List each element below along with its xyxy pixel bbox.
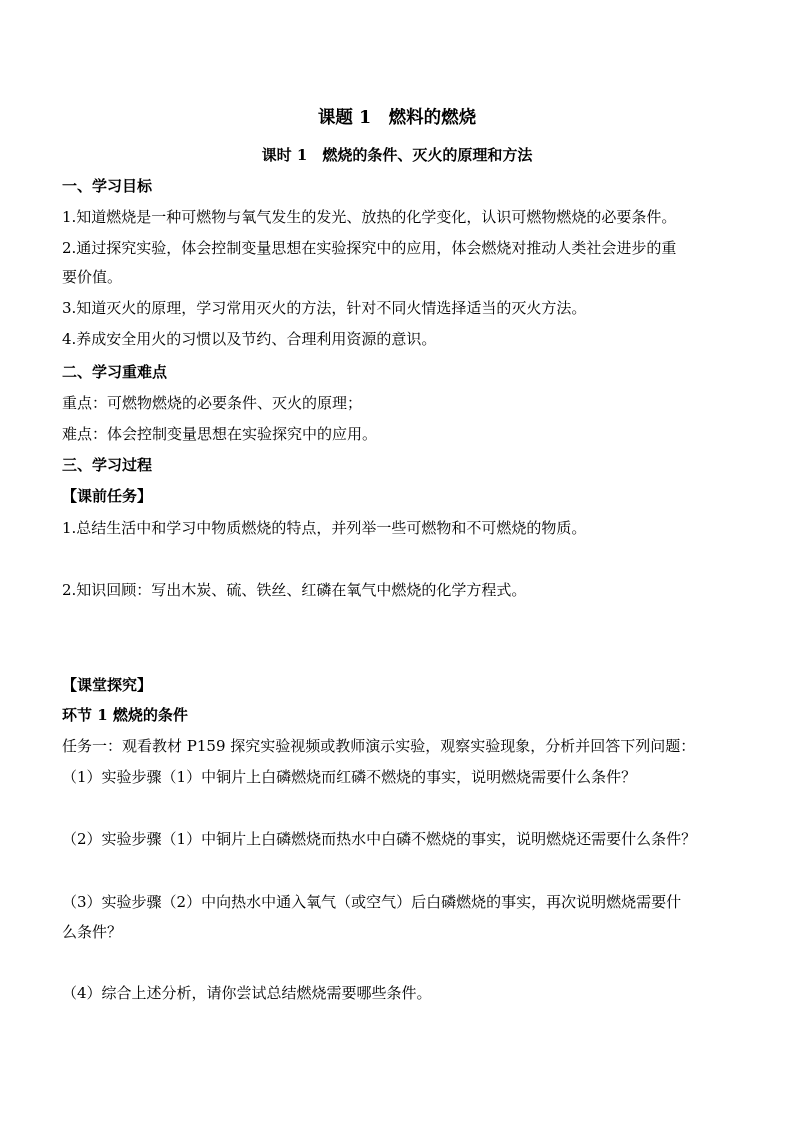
section-heading-key-points: 二、学习重难点 bbox=[62, 363, 168, 381]
question-2: （2）实验步骤（1）中铜片上白磷燃烧而热水中白磷不燃烧的事实，说明燃烧还需要什么条件？ bbox=[62, 830, 697, 848]
page-title: 课题 1 燃料的燃烧 bbox=[317, 108, 477, 128]
link-1-heading: 环节 1 燃烧的条件 bbox=[62, 706, 188, 724]
objective-item: 3.知道灭火的原理，学习常用灭火的方法，针对不同火情选择适当的灭火方法。 bbox=[62, 299, 587, 317]
objective-item: 4.养成安全用火的习惯以及节约、合理利用资源的意识。 bbox=[62, 330, 437, 348]
key-point-text: 重点：可燃物燃烧的必要条件、灭火的原理； bbox=[62, 394, 363, 412]
pre-class-task-item: 1.总结生活中和学习中物质燃烧的特点，并列举一些可燃物和不可燃烧的物质。 bbox=[62, 519, 587, 537]
question-1: （1）实验步骤（1）中铜片上白磷燃烧而红磷不燃烧的事实，说明燃烧需要什么条件？ bbox=[62, 768, 637, 786]
pre-class-task-heading: 【课前任务】 bbox=[62, 487, 153, 505]
objective-item: 2.通过探究实验，体会控制变量思想在实验探究中的应用，体会燃烧对推动人类社会进步的重 bbox=[62, 239, 677, 257]
section-heading-process: 三、学习过程 bbox=[62, 456, 153, 474]
difficulty-text: 难点：体会控制变量思想在实验探究中的应用。 bbox=[62, 425, 378, 443]
question-4: （4）综合上述分析，请你尝试总结燃烧需要哪些条件。 bbox=[62, 984, 432, 1002]
task-1-text: 任务一：观看教材 P159 探究实验视频或教师演示实验，观察实验现象，分析并回答下列问题： bbox=[62, 737, 696, 755]
classroom-inquiry-heading: 【课堂探究】 bbox=[62, 676, 153, 694]
objective-item: 要价值。 bbox=[62, 268, 123, 286]
pre-class-task-item: 2.知识回顾：写出木炭、硫、铁丝、红磷在氧气中燃烧的化学方程式。 bbox=[62, 581, 527, 599]
question-3-line-2: 么条件？ bbox=[62, 923, 123, 941]
section-heading-objectives: 一、学习目标 bbox=[62, 177, 153, 195]
objective-item: 1.知道燃烧是一种可燃物与氧气发生的发光、放热的化学变化，认识可燃物燃烧的必要条件。 bbox=[62, 208, 677, 226]
page-subtitle: 课时 1 燃烧的条件、灭火的原理和方法 bbox=[261, 146, 533, 164]
question-3-line-1: （3）实验步骤（2）中向热水中通入氧气（或空气）后白磷燃烧的事实，再次说明燃烧需要什 bbox=[62, 893, 682, 911]
